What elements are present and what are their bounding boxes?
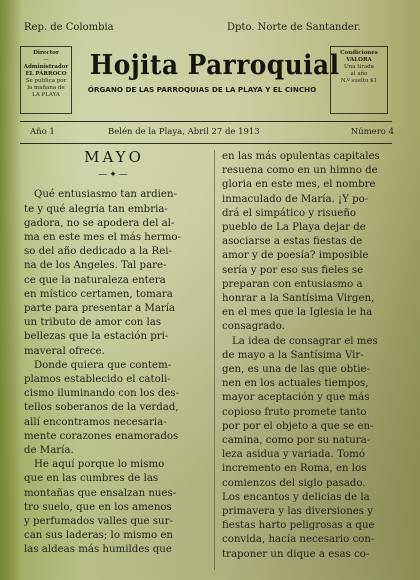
- header-rule-bottom: [20, 143, 392, 144]
- text-line: He aquí porque lo mismo: [34, 459, 165, 471]
- text-line: honrar a la Santísima Virgen,: [222, 293, 375, 305]
- right-column-text: [222, 150, 394, 562]
- text-line: un tributo de amor con las: [24, 317, 162, 329]
- text-line: na de los Angeles. Tal pare-: [24, 260, 167, 272]
- left-box-line: Se publica por: [25, 78, 67, 84]
- article-column-left: [24, 150, 204, 558]
- right-box-line: Condiciones: [340, 50, 378, 56]
- text-line: en el mes que la Iglesia le ha: [222, 307, 373, 319]
- text-line: en místico certamen, tomara: [24, 288, 173, 300]
- text-line: leza asidua y variada. Tomó: [222, 449, 365, 461]
- text-line: inmaculado de María. ¡Y po-: [222, 193, 369, 205]
- text-line: bellezas que la estación pri-: [24, 331, 169, 343]
- text-line: montañas que ensalzan nues-: [24, 487, 177, 499]
- text-line: incremento en Roma, en los: [222, 463, 367, 475]
- text-line: Los encantos y delicias de la: [222, 491, 370, 503]
- text-line: primavera y las diversiones y: [222, 506, 374, 518]
- text-line: y perfumados valles que sur-: [24, 516, 173, 528]
- issue-place-date: Belén de la Playa, Abril 27 de 1913: [108, 127, 260, 137]
- left-column-text: [24, 188, 204, 557]
- right-box-line: N.º suelto $1: [340, 78, 378, 84]
- text-line: que en las cumbres de las: [24, 473, 159, 485]
- left-box-line: la mañana de: [27, 85, 65, 91]
- text-line: Donde quiera que contem-: [34, 359, 172, 371]
- text-line: resuena como en un himno de: [222, 165, 378, 177]
- text-line: gen, es una de las que obtie-: [222, 364, 370, 376]
- text-line: gadora, no se apodera del al-: [24, 217, 175, 229]
- text-line: ce que la naturaleza entera: [24, 274, 166, 286]
- text-line: nen en los actuales tiempos,: [222, 378, 369, 390]
- text-line: gloria en este mes, el nombre: [222, 179, 376, 191]
- header-country: Rep. de Colombia: [24, 22, 114, 33]
- text-line: te y qué alegría tan embria-: [24, 203, 168, 215]
- left-info-box: [20, 46, 72, 114]
- text-line: amor y de poesía? imposible: [222, 250, 369, 262]
- right-box-line: al año: [350, 71, 368, 77]
- text-line: Qué entusiasmo tan ardien-: [34, 189, 177, 201]
- text-line: drá el simpático y risueño: [222, 207, 357, 219]
- dateline: [30, 127, 394, 139]
- text-line: preparan con entusiasmo a: [222, 278, 363, 290]
- text-line: las aldeas más humildes que: [24, 544, 172, 556]
- text-line: so del año dedicado a la Rei-: [24, 246, 172, 258]
- column-separator: [214, 150, 215, 570]
- right-box-line: Una tirada: [344, 64, 374, 70]
- text-line: consagrado.: [222, 321, 285, 333]
- left-box-line: Director: [33, 50, 59, 56]
- text-line: convida, hacía necesario con-: [222, 534, 375, 546]
- text-line: traponer un dique a esas co-: [222, 548, 370, 560]
- text-line: allí encontramos necesaria-: [24, 416, 167, 428]
- text-line: plamos establecido el catoli-: [24, 374, 171, 386]
- issue-number: Número 4: [350, 127, 394, 137]
- masthead: [80, 50, 340, 94]
- text-line: ma en este mes el más hermo-: [24, 232, 181, 244]
- left-box-line: LA PLAYA: [32, 92, 60, 98]
- ornament-icon: —✦—: [98, 170, 130, 181]
- issue-year: Año 1: [30, 127, 55, 137]
- article-column-right: [222, 150, 394, 562]
- text-line: en las más opulentas capitales: [222, 151, 380, 162]
- right-box-line: VALORA: [346, 57, 372, 63]
- text-line: copioso fruto promete tanto: [222, 406, 367, 418]
- text-line: de mayo a la Santísima Vir-: [222, 349, 364, 361]
- text-line: asociarse a estas fiestas de: [222, 236, 363, 248]
- newspaper-subtitle: ÓRGANO DE LAS PARROQUIAS DE LA PLAYA Y EL CINCHO: [87, 85, 317, 94]
- text-line: de María.: [24, 445, 74, 457]
- header-rule-top: [20, 121, 392, 122]
- text-line: maveral ofrece.: [24, 345, 105, 357]
- text-line: La idea de consagrar el mes: [232, 335, 378, 347]
- right-info-box: [330, 46, 388, 114]
- text-line: comienzos del siglo pasado.: [222, 477, 366, 489]
- left-box-line: EL PÁRROCO: [25, 71, 67, 77]
- text-line: fiestas harto peligrosas a que: [222, 520, 375, 532]
- text-line: camina, como por su natura-: [222, 435, 371, 447]
- page-edge-stain: [0, 0, 22, 580]
- top-header-line: [24, 22, 404, 36]
- newspaper-title: Hojita Parroquial: [89, 50, 340, 81]
- text-line: sería y por eso sus fieles se: [222, 264, 364, 276]
- text-line: cismo iluminando con los des-: [24, 388, 180, 400]
- article-heading: MAYO: [84, 148, 144, 166]
- text-line: mente corazones enamorados: [24, 430, 179, 442]
- text-line: por por el objeto a que se en-: [222, 420, 374, 432]
- text-line: tellos soberanos de la verdad,: [24, 402, 179, 414]
- text-line: parte para presentar a María: [24, 303, 176, 315]
- header-department: Dpto. Norte de Santander.: [227, 22, 361, 33]
- left-box-line: —: [43, 57, 49, 63]
- text-line: tro suelo, que en los amenos: [24, 501, 172, 513]
- text-line: can sus laderas; lo mismo en: [24, 530, 173, 542]
- text-line: mayor aceptación y que más: [222, 392, 370, 404]
- text-line: pueblo de La Playa dejar de: [222, 222, 366, 234]
- left-box-line: Administrador: [23, 64, 69, 70]
